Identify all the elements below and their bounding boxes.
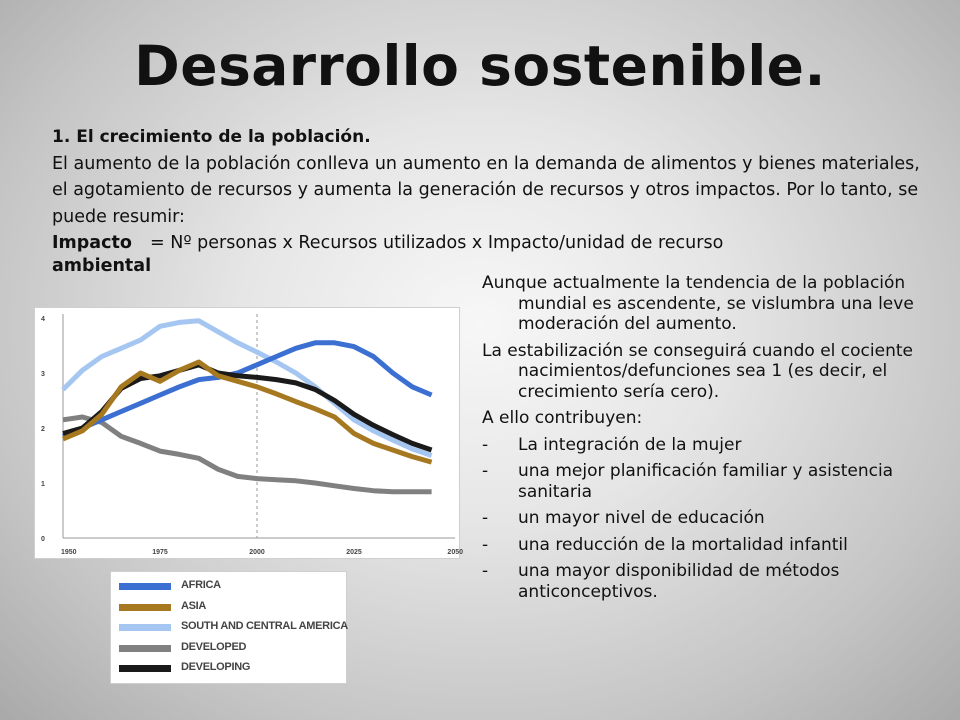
legend-swatch bbox=[119, 583, 171, 590]
slide-title: Desarrollo sostenible. bbox=[134, 34, 826, 98]
x-tick-label: 2000 bbox=[249, 549, 265, 556]
list-item bbox=[482, 561, 922, 602]
section-heading: 1. El crecimiento de la población. bbox=[52, 127, 371, 147]
legend-swatch bbox=[119, 604, 171, 611]
paragraph-contributors: A ello contribuyen: bbox=[482, 408, 643, 428]
formula-label: Impacto bbox=[52, 233, 132, 253]
y-tick-label: 3 bbox=[41, 371, 45, 378]
bullet-dash: - bbox=[482, 434, 489, 455]
legend-swatch bbox=[119, 624, 171, 631]
y-tick-label: 0 bbox=[41, 536, 45, 543]
x-tick-label: 1975 bbox=[152, 549, 168, 556]
list-item-text: La integración de la mujer bbox=[518, 434, 742, 455]
legend-label: DEVELOPING bbox=[181, 661, 251, 673]
legend-label: ASIA bbox=[181, 599, 207, 612]
contributors-list bbox=[482, 435, 922, 603]
legend-label: AFRICA bbox=[181, 579, 221, 591]
x-tick-label: 2025 bbox=[346, 549, 362, 556]
y-tick-label: 4 bbox=[41, 316, 45, 323]
bullet-dash: - bbox=[482, 534, 489, 555]
population-growth-chart bbox=[34, 307, 463, 559]
x-tick-label: 2050 bbox=[447, 549, 463, 556]
list-item-text: una mayor disponibilidad de métodos anticonceptivos. bbox=[518, 561, 840, 602]
list-item bbox=[482, 535, 922, 556]
legend-label: SOUTH AND CENTRAL AMERICA bbox=[181, 620, 348, 632]
formula-text: = Nº personas x Recursos utilizados x Impacto/unidad de recurso bbox=[150, 233, 724, 253]
legend-swatch bbox=[119, 645, 171, 652]
y-tick-label: 1 bbox=[41, 481, 45, 488]
bullet-dash: - bbox=[482, 561, 489, 581]
bullet-dash: - bbox=[482, 461, 489, 481]
list-item-text: una reducción de la mortalidad infantil bbox=[518, 534, 848, 555]
legend-label: DEVELOPED bbox=[181, 640, 247, 653]
list-item bbox=[482, 461, 922, 502]
list-item bbox=[482, 508, 922, 529]
x-tick-label: 1950 bbox=[61, 549, 77, 556]
y-tick-label: 2 bbox=[41, 426, 45, 433]
list-item-text: un mayor nivel de educación bbox=[518, 508, 765, 528]
list-item bbox=[482, 435, 922, 456]
bullet-dash: - bbox=[482, 508, 489, 528]
formula-label-line2: ambiental bbox=[52, 255, 152, 276]
legend-swatch bbox=[119, 665, 171, 672]
impact-formula bbox=[52, 230, 922, 257]
intro-paragraph: El aumento de la población conlleva un aumento en la demanda de alimentos y bienes materiales, el agotamiento de recursos y aumenta la generación de recursos y otros impactos. Por lo tanto, se puede resumir: bbox=[52, 153, 920, 227]
explanation-section bbox=[482, 273, 922, 608]
chart-legend bbox=[110, 571, 347, 684]
list-item-text: una mejor planificación familiar y asistencia sanitaria bbox=[518, 461, 894, 502]
chart-svg bbox=[35, 308, 463, 558]
paragraph-stabilization: La estabilización se conseguirá cuando el cociente nacimientos/defunciones sea 1 (es decir, el crecimiento sería cero). bbox=[482, 340, 913, 402]
intro-section bbox=[52, 124, 922, 279]
paragraph-trend: Aunque actualmente la tendencia de la población mundial es ascendente, se vislumbra una leve moderación del aumento. bbox=[482, 273, 914, 334]
